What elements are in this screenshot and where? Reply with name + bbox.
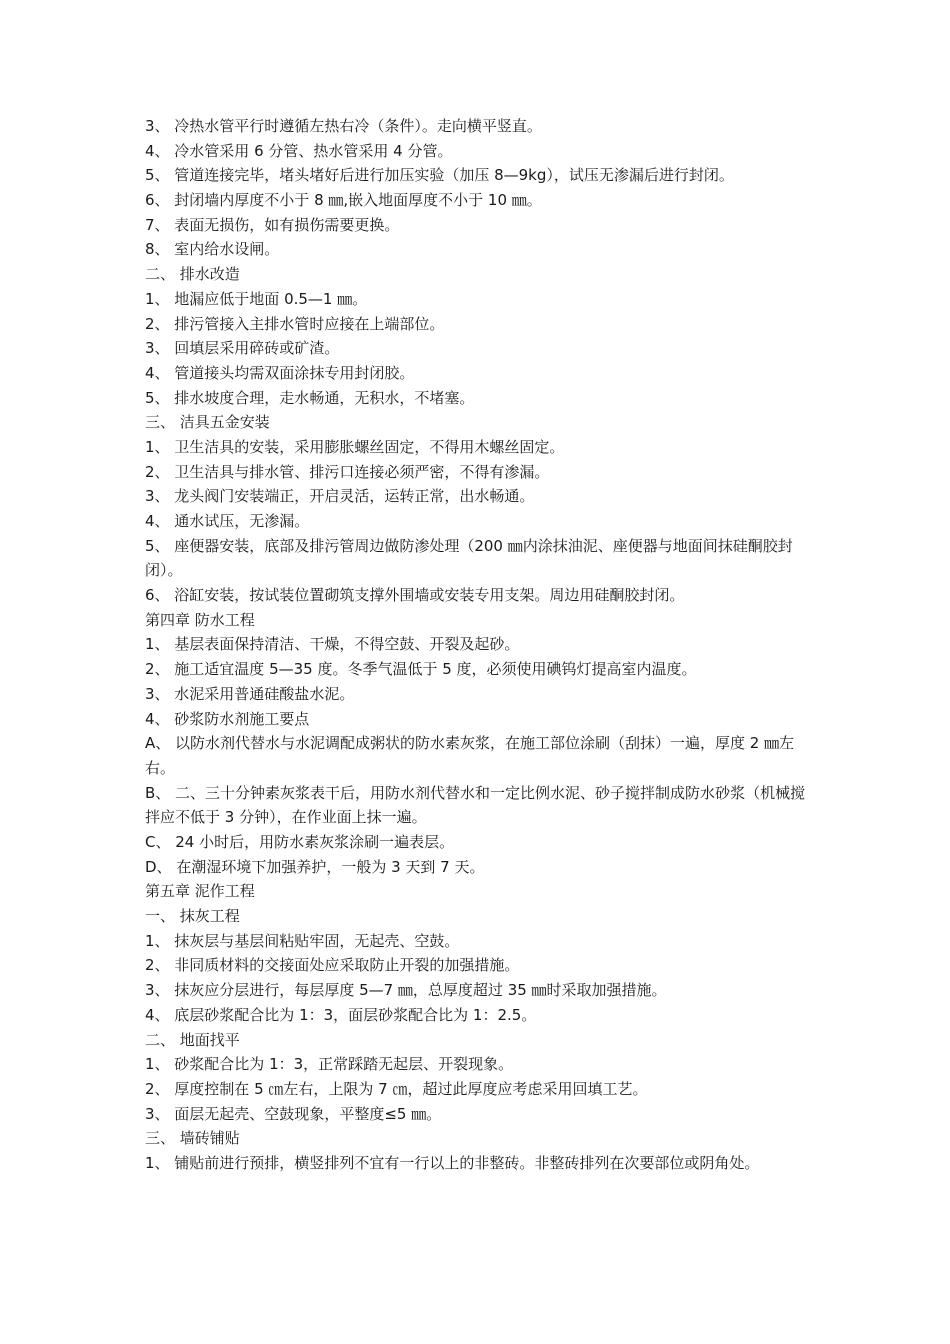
text-line: 2、 排污管接入主排水管时应接在上端部位。 bbox=[145, 314, 445, 333]
text-line: 4、 通水试压，无渗漏。 bbox=[145, 512, 310, 530]
text-line: 6、 浴缸安装，按试装位置砌筑支撑外围墙或安装专用支架。周边用硅酮胶封闭。 bbox=[145, 586, 685, 605]
text-line: 4、 砂浆防水剂施工要点 bbox=[145, 709, 310, 728]
text-paragraph: 5、 座便器安装，底部及排污管周边做防渗处理（200 ㎜内涂抹油泥、座便器与地面间抹硅酮胶封闭）。 bbox=[145, 536, 793, 580]
text-line: D、 在潮湿环境下加强养护，一般为 3 天到 7 天。 bbox=[145, 857, 485, 876]
text-line: 2、 厚度控制在 5 ㎝左右，上限为 7 ㎝，超过此厚度应考虑采用回填工艺。 bbox=[145, 1079, 648, 1098]
text-line: 3、 回填层采用碎砖或矿渣。 bbox=[145, 339, 340, 358]
text-line: 3、 龙头阀门安装端正，开启灵活，运转正常，出水畅通。 bbox=[145, 487, 535, 506]
text-line: 4、 冷水管采用 6 分管、热水管采用 4 分管。 bbox=[145, 141, 453, 160]
text-line: 2、 施工适宜温度 5—35 度。冬季气温低于 5 度，必须使用碘钨灯提高室内温度。 bbox=[145, 660, 697, 679]
text-line: 3、 水泥采用普通硅酸盐水泥。 bbox=[145, 684, 355, 703]
text-line: 3、 冷热水管平行时遵循左热右冷（条件）。走向横平竖直。 bbox=[145, 117, 542, 135]
section-heading: 二、 排水改造 bbox=[145, 265, 240, 284]
text-line: 7、 表面无损伤，如有损伤需要更换。 bbox=[145, 215, 400, 234]
text-line: 4、 管道接头均需双面涂抹专用封闭胶。 bbox=[145, 363, 415, 382]
text-paragraph: 1、 铺贴前进行预排，横竖排列不宜有一行以上的非整砖。非整砖排列在次要部位或阴角处。 bbox=[145, 1153, 760, 1172]
text-line: 4、 底层砂浆配合比为 1：3，面层砂浆配合比为 1：2.5。 bbox=[145, 1005, 537, 1024]
section-heading: 一、 抹灰工程 bbox=[145, 907, 240, 926]
text-line: 8、 室内给水设闸。 bbox=[145, 240, 280, 259]
chapter-heading: 第四章 防水工程 bbox=[145, 610, 255, 629]
text-line: 3、 面层无起壳、空鼓现象，平整度≤5 ㎜。 bbox=[145, 1104, 442, 1123]
section-heading: 三、 墙砖铺贴 bbox=[145, 1129, 240, 1148]
text-line: 6、 封闭墙内厚度不小于 8 ㎜,嵌入地面厚度不小于 10 ㎜。 bbox=[145, 191, 542, 210]
text-line: 5、 管道连接完毕，堵头堵好后进行加压实验（加压 8—9kg），试压无渗漏后进行封闭。 bbox=[145, 166, 734, 185]
text-line: 1、 砂浆配合比为 1：3，正常踩踏无起层、开裂现象。 bbox=[145, 1055, 514, 1074]
text-line: 1、 基层表面保持清洁、干燥，不得空鼓、开裂及起砂。 bbox=[145, 635, 520, 654]
text-line: 5、 排水坡度合理，走水畅通，无积水，不堵塞。 bbox=[145, 388, 475, 407]
text-paragraph: B、 二、三十分钟素灰浆表干后，用防水剂代替水和一定比例水泥、砂子搅拌制成防水砂浆（机械搅拌应不低于 3 分钟），在作业面上抹一遍。 bbox=[145, 783, 806, 827]
section-heading: 三、 洁具五金安装 bbox=[145, 413, 270, 432]
text-line: 2、 非同质材料的交接面处应采取防止开裂的加强措施。 bbox=[145, 956, 520, 975]
text-line: 1、 地漏应低于地面 0.5—1 ㎜。 bbox=[145, 289, 368, 308]
text-line: 1、 卫生洁具的安装，采用膨胀螺丝固定，不得用木螺丝固定。 bbox=[145, 437, 565, 456]
text-paragraph: A、 以防水剂代替水与水泥调配成粥状的防水素灰浆，在施工部位涂刷（刮抹）一遍，厚度 2 ㎜左右。 bbox=[145, 734, 795, 777]
text-line: C、 24 小时后，用防水素灰浆涂刷一遍表层。 bbox=[145, 833, 455, 852]
text-line: 1、 抹灰层与基层间粘贴牢固，无起壳、空鼓。 bbox=[145, 931, 460, 950]
text-line: 2、 卫生洁具与排水管、排污口连接必须严密，不得有渗漏。 bbox=[145, 462, 550, 481]
section-heading: 二、 地面找平 bbox=[145, 1030, 240, 1049]
document-page bbox=[145, 114, 810, 1176]
chapter-heading: 第五章 泥作工程 bbox=[145, 882, 255, 901]
text-line: 3、 抹灰应分层进行，每层厚度 5—7 ㎜，总厚度超过 35 ㎜时采取加强措施。 bbox=[145, 981, 667, 1000]
